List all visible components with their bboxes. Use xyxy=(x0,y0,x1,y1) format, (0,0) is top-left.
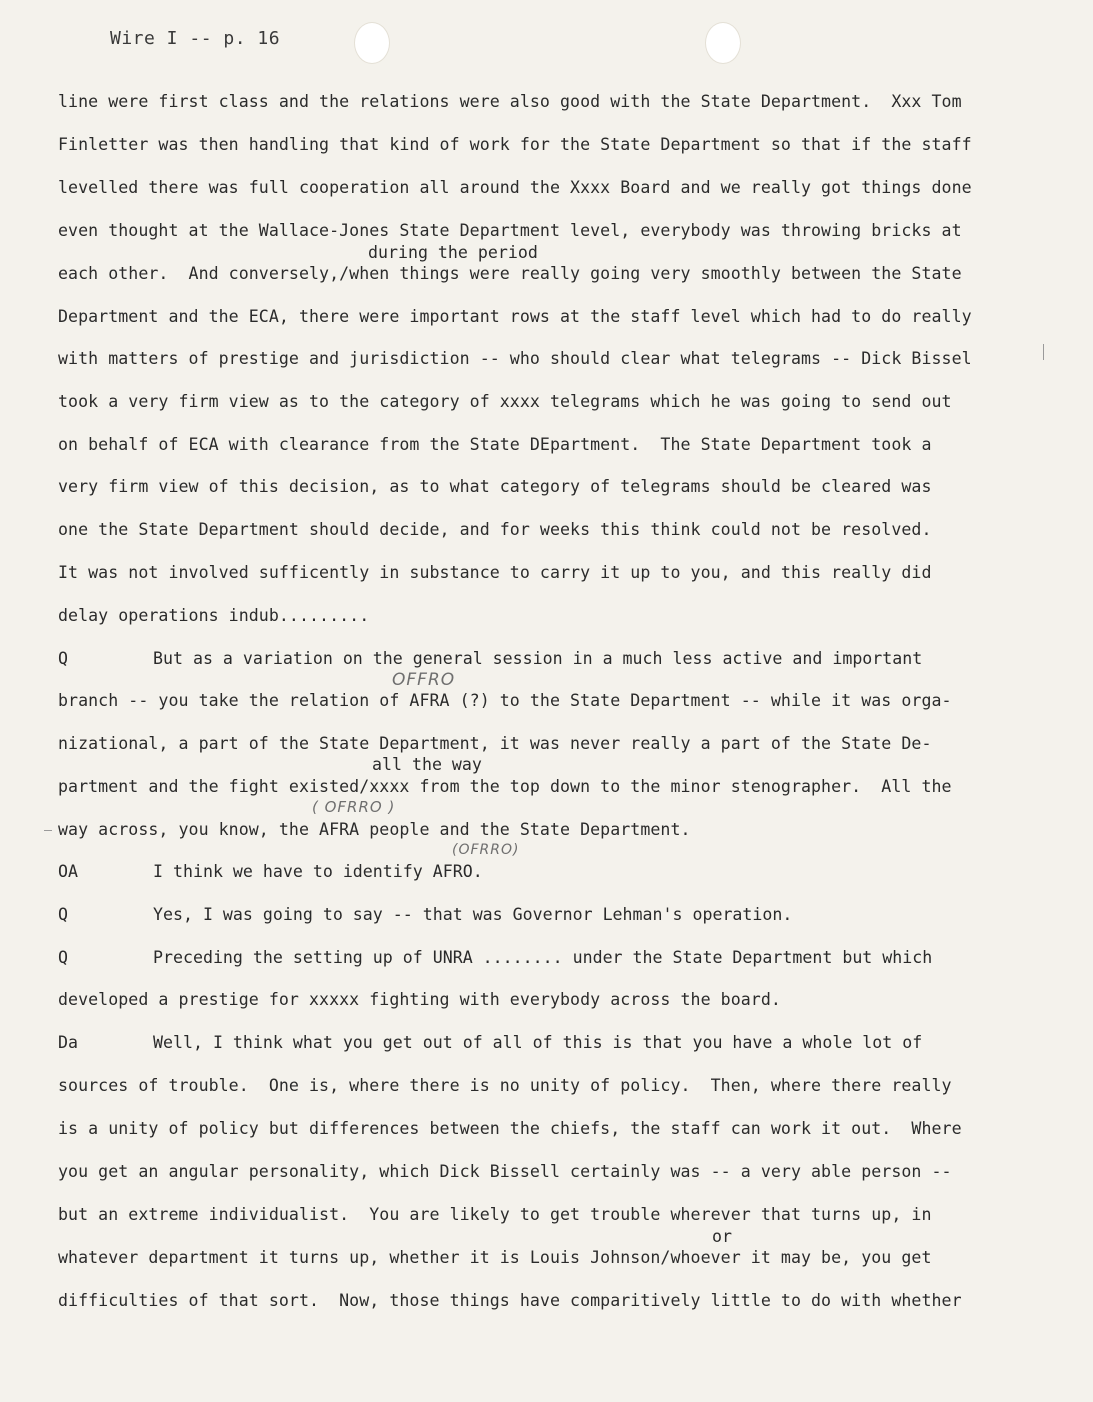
text-line: way across, you know, the AFRA people and the State Department. xyxy=(58,820,691,839)
text-line: I think we have to identify AFRO. xyxy=(153,862,483,881)
text-line: with matters of prestige and jurisdiction -- who should clear what telegrams -- Dick Bissel xyxy=(58,349,972,368)
text-line: levelled there was full cooperation all around the Xxxx Board and we really got things done xyxy=(58,178,972,197)
text-line: nizational, a part of the State Department, it was never really a part of the State De- xyxy=(58,734,932,753)
text-line: very firm view of this decision, as to what category of telegrams should be cleared was xyxy=(58,477,932,496)
speaker-label: Q xyxy=(58,948,68,967)
text-line: Department and the ECA, there were important rows at the staff level which had to do really xyxy=(58,307,972,326)
text-line: developed a prestige for xxxxx fighting with everybody across the board. xyxy=(58,990,781,1009)
text-line: you get an angular personality, which Dick Bissell certainly was -- a very able person -- xyxy=(58,1162,952,1181)
text-line: difficulties of that sort. Now, those things have comparitively little to do with whether xyxy=(58,1291,962,1310)
interlinear-insert: during the period xyxy=(368,243,538,262)
text-line: even thought at the Wallace-Jones State Department level, everybody was throwing bricks at xyxy=(58,221,962,240)
text-line: But as a variation on the general session in a much less active and important xyxy=(153,649,923,668)
text-line: but an extreme individualist. You are likely to get trouble wherever that turns up, in xyxy=(58,1205,932,1224)
text-line: Preceding the setting up of UNRA ........ under the State Department but which xyxy=(153,948,933,967)
speaker-label: Q xyxy=(58,905,68,924)
margin-mark xyxy=(1043,344,1044,360)
speaker-label: OA xyxy=(58,862,78,881)
handwritten-annotation: ( OFRRO ) xyxy=(312,798,396,816)
text-line: partment and the fight existed/xxxx from the top down to the minor stenographer. All the xyxy=(58,777,952,796)
punch-hole xyxy=(354,22,390,64)
handwritten-annotation: OFFRO xyxy=(392,670,456,690)
text-line: one the State Department should decide, and for weeks this think could not be resolved. xyxy=(58,520,932,539)
text-line: It was not involved sufficently in substance to carry it up to you, and this really did xyxy=(58,563,932,582)
text-line: took a very firm view as to the category of xxxx telegrams which he was going to send out xyxy=(58,392,952,411)
text-line: Well, I think what you get out of all of this is that you have a whole lot of xyxy=(153,1033,923,1052)
text-line: on behalf of ECA with clearance from the State DEpartment. The State Department took a xyxy=(58,435,932,454)
speaker-label: Q xyxy=(58,649,68,668)
handwritten-annotation: (OFRRO) xyxy=(452,842,520,858)
margin-tick-mark xyxy=(44,830,52,831)
text-line: branch -- you take the relation of AFRA (?) to the State Department -- while it was orga- xyxy=(58,691,952,710)
text-line: Yes, I was going to say -- that was Governor Lehman's operation. xyxy=(153,905,793,924)
text-line: delay operations indub......... xyxy=(58,606,370,625)
punch-hole xyxy=(705,22,741,64)
interlinear-insert: all the way xyxy=(372,755,482,774)
text-line: is a unity of policy but differences between the chiefs, the staff can work it out. Where xyxy=(58,1119,962,1138)
speaker-label: Da xyxy=(58,1033,78,1052)
text-line: Finletter was then handling that kind of work for the State Department so that if the staff xyxy=(58,135,972,154)
text-line: line were first class and the relations were also good with the State Department. Xxx Tom xyxy=(58,92,962,111)
text-line: sources of trouble. One is, where there is no unity of policy. Then, where there really xyxy=(58,1076,952,1095)
page-header: Wire I -- p. 16 xyxy=(110,28,281,49)
text-line: each other. And conversely,/when things were really going very smoothly between the State xyxy=(58,264,962,283)
text-line: whatever department it turns up, whether it is Louis Johnson/whoever it may be, you get xyxy=(58,1248,932,1267)
interlinear-insert: or xyxy=(712,1227,732,1246)
